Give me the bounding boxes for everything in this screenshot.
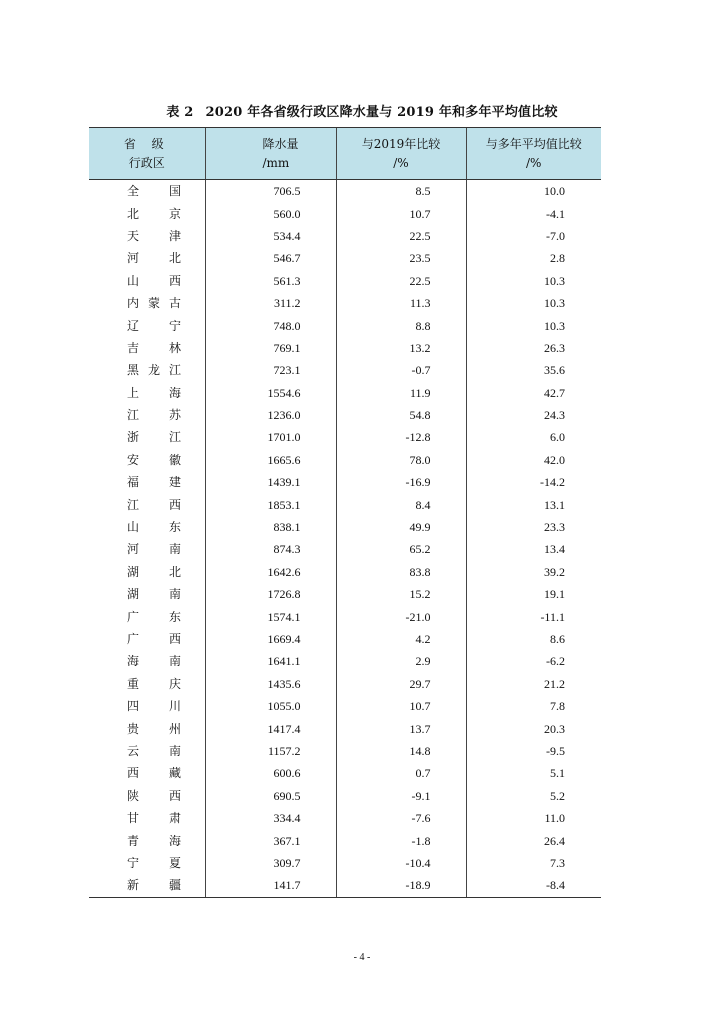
vs-2019-cell: 10.7 [336,695,466,717]
table-row [89,516,601,538]
vs-average-cell: 10.3 [466,292,601,314]
province-cell [89,449,205,471]
precipitation-cell: 141.7 [205,874,336,897]
province-cell [89,650,205,672]
header-vs-2019-line2: /% [393,155,409,170]
table-row [89,673,601,695]
table-row [89,829,601,851]
province-cell [89,673,205,695]
province-cell [89,202,205,224]
province-cell [89,270,205,292]
province-name: 内蒙古 [127,296,181,311]
province-name: 湖南 [127,587,181,602]
precipitation-cell: 1853.1 [205,493,336,515]
vs-average-cell: -8.4 [466,874,601,897]
vs-average-cell: -7.0 [466,225,601,247]
province-cell [89,471,205,493]
page-number: - 4 - [353,952,371,963]
table-row [89,247,601,269]
vs-2019-cell: 22.5 [336,270,466,292]
vs-2019-cell: 0.7 [336,762,466,784]
vs-2019-cell: 11.9 [336,382,466,404]
vs-2019-cell: -9.1 [336,785,466,807]
table-title-text: 2020 年各省级行政区降水量与 2019 年和多年平均值比较 [205,105,558,120]
province-cell [89,359,205,381]
province-cell [89,426,205,448]
table-row [89,471,601,493]
table-row [89,292,601,314]
vs-2019-cell: 13.2 [336,337,466,359]
vs-2019-cell: -18.9 [336,874,466,897]
vs-average-cell: 42.7 [466,382,601,404]
header-precipitation [205,128,336,180]
vs-average-cell: -14.2 [466,471,601,493]
header-precipitation-line1: 降水量 [262,136,299,151]
table-row [89,202,601,224]
precipitation-cell: 600.6 [205,762,336,784]
province-name: 重庆 [127,676,181,691]
province-cell [89,583,205,605]
header-vs-average-line2: /% [526,155,542,170]
vs-2019-cell: 29.7 [336,673,466,695]
table-row [89,426,601,448]
province-cell [89,785,205,807]
province-cell [89,337,205,359]
vs-average-cell: 11.0 [466,807,601,829]
vs-2019-cell: 14.8 [336,740,466,762]
province-name: 甘肃 [127,811,181,826]
province-cell [89,740,205,762]
province-cell [89,874,205,897]
vs-2019-cell: -12.8 [336,426,466,448]
table-row [89,605,601,627]
precipitation-cell: 311.2 [205,292,336,314]
table-row [89,180,601,203]
precipitation-cell: 1665.6 [205,449,336,471]
province-name: 陕西 [127,788,181,803]
province-name: 西藏 [127,766,181,781]
vs-average-cell: 23.3 [466,516,601,538]
vs-average-cell: 10.0 [466,180,601,203]
province-cell [89,561,205,583]
precipitation-cell: 367.1 [205,829,336,851]
precipitation-cell: 561.3 [205,270,336,292]
vs-average-cell: 8.6 [466,628,601,650]
table-row [89,449,601,471]
province-cell [89,180,205,203]
vs-2019-cell: 2.9 [336,650,466,672]
province-name: 贵州 [127,721,181,736]
vs-2019-cell: 10.7 [336,202,466,224]
vs-2019-cell: -0.7 [336,359,466,381]
vs-average-cell: 13.4 [466,538,601,560]
vs-2019-cell: 78.0 [336,449,466,471]
province-cell [89,695,205,717]
province-name: 浙江 [127,430,181,445]
vs-2019-cell: 15.2 [336,583,466,605]
province-name: 天津 [127,228,181,243]
province-name: 上海 [127,385,181,400]
table-row [89,538,601,560]
province-cell [89,717,205,739]
table-row [89,561,601,583]
province-name: 福建 [127,475,181,490]
province-name: 云南 [127,743,181,758]
vs-average-cell: 10.3 [466,314,601,336]
province-name: 山东 [127,520,181,535]
province-cell [89,516,205,538]
vs-average-cell: 26.4 [466,829,601,851]
province-cell [89,493,205,515]
table-title [0,101,724,120]
table-row [89,807,601,829]
precipitation-cell: 1439.1 [205,471,336,493]
province-cell [89,292,205,314]
province-cell [89,628,205,650]
table-row [89,628,601,650]
table-row [89,382,601,404]
province-name: 河南 [127,542,181,557]
province-name: 山西 [127,273,181,288]
vs-average-cell: 6.0 [466,426,601,448]
precipitation-cell: 334.4 [205,807,336,829]
precipitation-cell: 1554.6 [205,382,336,404]
vs-2019-cell: 8.8 [336,314,466,336]
province-cell [89,829,205,851]
precipitation-cell: 1055.0 [205,695,336,717]
vs-average-cell: 13.1 [466,493,601,515]
header-vs-average-line1: 与多年平均值比较 [485,136,582,151]
province-cell [89,382,205,404]
table-row [89,493,601,515]
province-name: 宁夏 [127,855,181,870]
province-name: 辽宁 [127,318,181,333]
vs-average-cell: 5.2 [466,785,601,807]
vs-average-cell: 10.3 [466,270,601,292]
header-vs-2019-line1: 与2019年比较 [361,136,441,151]
vs-average-cell: 42.0 [466,449,601,471]
province-name: 黑龙江 [127,363,181,378]
table-row [89,337,601,359]
precipitation-cell: 1726.8 [205,583,336,605]
header-precipitation-line2: /mm [262,155,290,170]
precipitation-cell: 769.1 [205,337,336,359]
vs-2019-cell: 8.4 [336,493,466,515]
vs-average-cell: 35.6 [466,359,601,381]
precipitation-cell: 1435.6 [205,673,336,695]
province-name: 四川 [127,699,181,714]
vs-average-cell: 21.2 [466,673,601,695]
province-cell [89,605,205,627]
vs-2019-cell: 13.7 [336,717,466,739]
table-row [89,225,601,247]
vs-2019-cell: -21.0 [336,605,466,627]
province-cell [89,762,205,784]
table-row [89,314,601,336]
header-vs-average [466,128,601,180]
vs-average-cell: 20.3 [466,717,601,739]
province-name: 全国 [127,184,181,199]
precipitation-cell: 748.0 [205,314,336,336]
province-name: 湖北 [127,564,181,579]
vs-2019-cell: 23.5 [336,247,466,269]
vs-average-cell: 39.2 [466,561,601,583]
vs-2019-cell: -16.9 [336,471,466,493]
vs-2019-cell: -1.8 [336,829,466,851]
precipitation-cell: 1236.0 [205,404,336,426]
province-name: 海南 [127,654,181,669]
table-row [89,583,601,605]
table-row [89,852,601,874]
province-name: 吉林 [127,340,181,355]
precipitation-cell: 1669.4 [205,628,336,650]
table-row [89,270,601,292]
vs-average-cell: 26.3 [466,337,601,359]
table-row [89,785,601,807]
precipitation-cell: 874.3 [205,538,336,560]
table-row [89,650,601,672]
province-name: 青海 [127,833,181,848]
vs-2019-cell: 83.8 [336,561,466,583]
precipitation-cell: 690.5 [205,785,336,807]
province-name: 广东 [127,609,181,624]
vs-2019-cell: 65.2 [336,538,466,560]
precipitation-cell: 534.4 [205,225,336,247]
table-row [89,717,601,739]
province-cell [89,225,205,247]
precipitation-cell: 1642.6 [205,561,336,583]
table-row [89,740,601,762]
vs-2019-cell: 22.5 [336,225,466,247]
vs-2019-cell: -7.6 [336,807,466,829]
province-cell [89,538,205,560]
province-cell [89,247,205,269]
header-vs-2019 [336,128,466,180]
precipitation-cell: 723.1 [205,359,336,381]
header-province-line1: 省 级 [123,136,170,151]
province-cell [89,852,205,874]
table-row [89,695,601,717]
precipitation-cell: 838.1 [205,516,336,538]
vs-average-cell: -6.2 [466,650,601,672]
vs-average-cell: 5.1 [466,762,601,784]
table-row [89,404,601,426]
precipitation-cell: 1641.1 [205,650,336,672]
precipitation-cell: 1157.2 [205,740,336,762]
table-row [89,762,601,784]
vs-2019-cell: 4.2 [336,628,466,650]
vs-2019-cell: 49.9 [336,516,466,538]
precipitation-cell: 546.7 [205,247,336,269]
province-name: 江西 [127,497,181,512]
table-row [89,874,601,897]
table-number: 表 2 [166,105,194,120]
vs-2019-cell: 11.3 [336,292,466,314]
province-cell [89,404,205,426]
province-cell [89,807,205,829]
vs-average-cell: 7.3 [466,852,601,874]
vs-2019-cell: -10.4 [336,852,466,874]
province-name: 新疆 [127,878,181,893]
vs-2019-cell: 8.5 [336,180,466,203]
province-name: 河北 [127,251,181,266]
precipitation-cell: 560.0 [205,202,336,224]
vs-average-cell: -11.1 [466,605,601,627]
vs-average-cell: 24.3 [466,404,601,426]
table-header-row [89,128,601,180]
table-row [89,359,601,381]
province-name: 北京 [127,206,181,221]
precipitation-table [89,127,601,898]
vs-average-cell: 2.8 [466,247,601,269]
precipitation-cell: 309.7 [205,852,336,874]
header-province-line2: 行政区 [128,155,165,170]
precipitation-cell: 1701.0 [205,426,336,448]
header-province [89,128,205,180]
province-name: 江苏 [127,408,181,423]
precipitation-cell: 706.5 [205,180,336,203]
vs-average-cell: 7.8 [466,695,601,717]
precipitation-cell: 1574.1 [205,605,336,627]
precipitation-cell: 1417.4 [205,717,336,739]
vs-average-cell: -9.5 [466,740,601,762]
table-body [89,180,601,898]
province-name: 广西 [127,632,181,646]
province-cell [89,314,205,336]
vs-2019-cell: 54.8 [336,404,466,426]
province-name: 安徽 [127,452,181,467]
vs-average-cell: -4.1 [466,202,601,224]
vs-average-cell: 19.1 [466,583,601,605]
